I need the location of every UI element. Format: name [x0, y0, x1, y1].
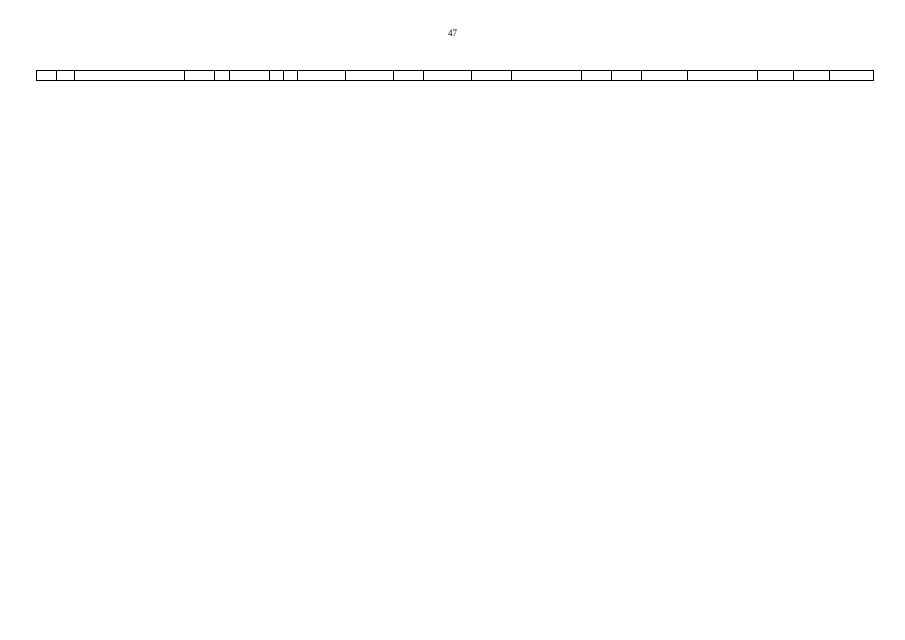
data-table — [36, 70, 874, 81]
table-row — [37, 71, 874, 81]
page-number: 47 — [448, 28, 457, 38]
